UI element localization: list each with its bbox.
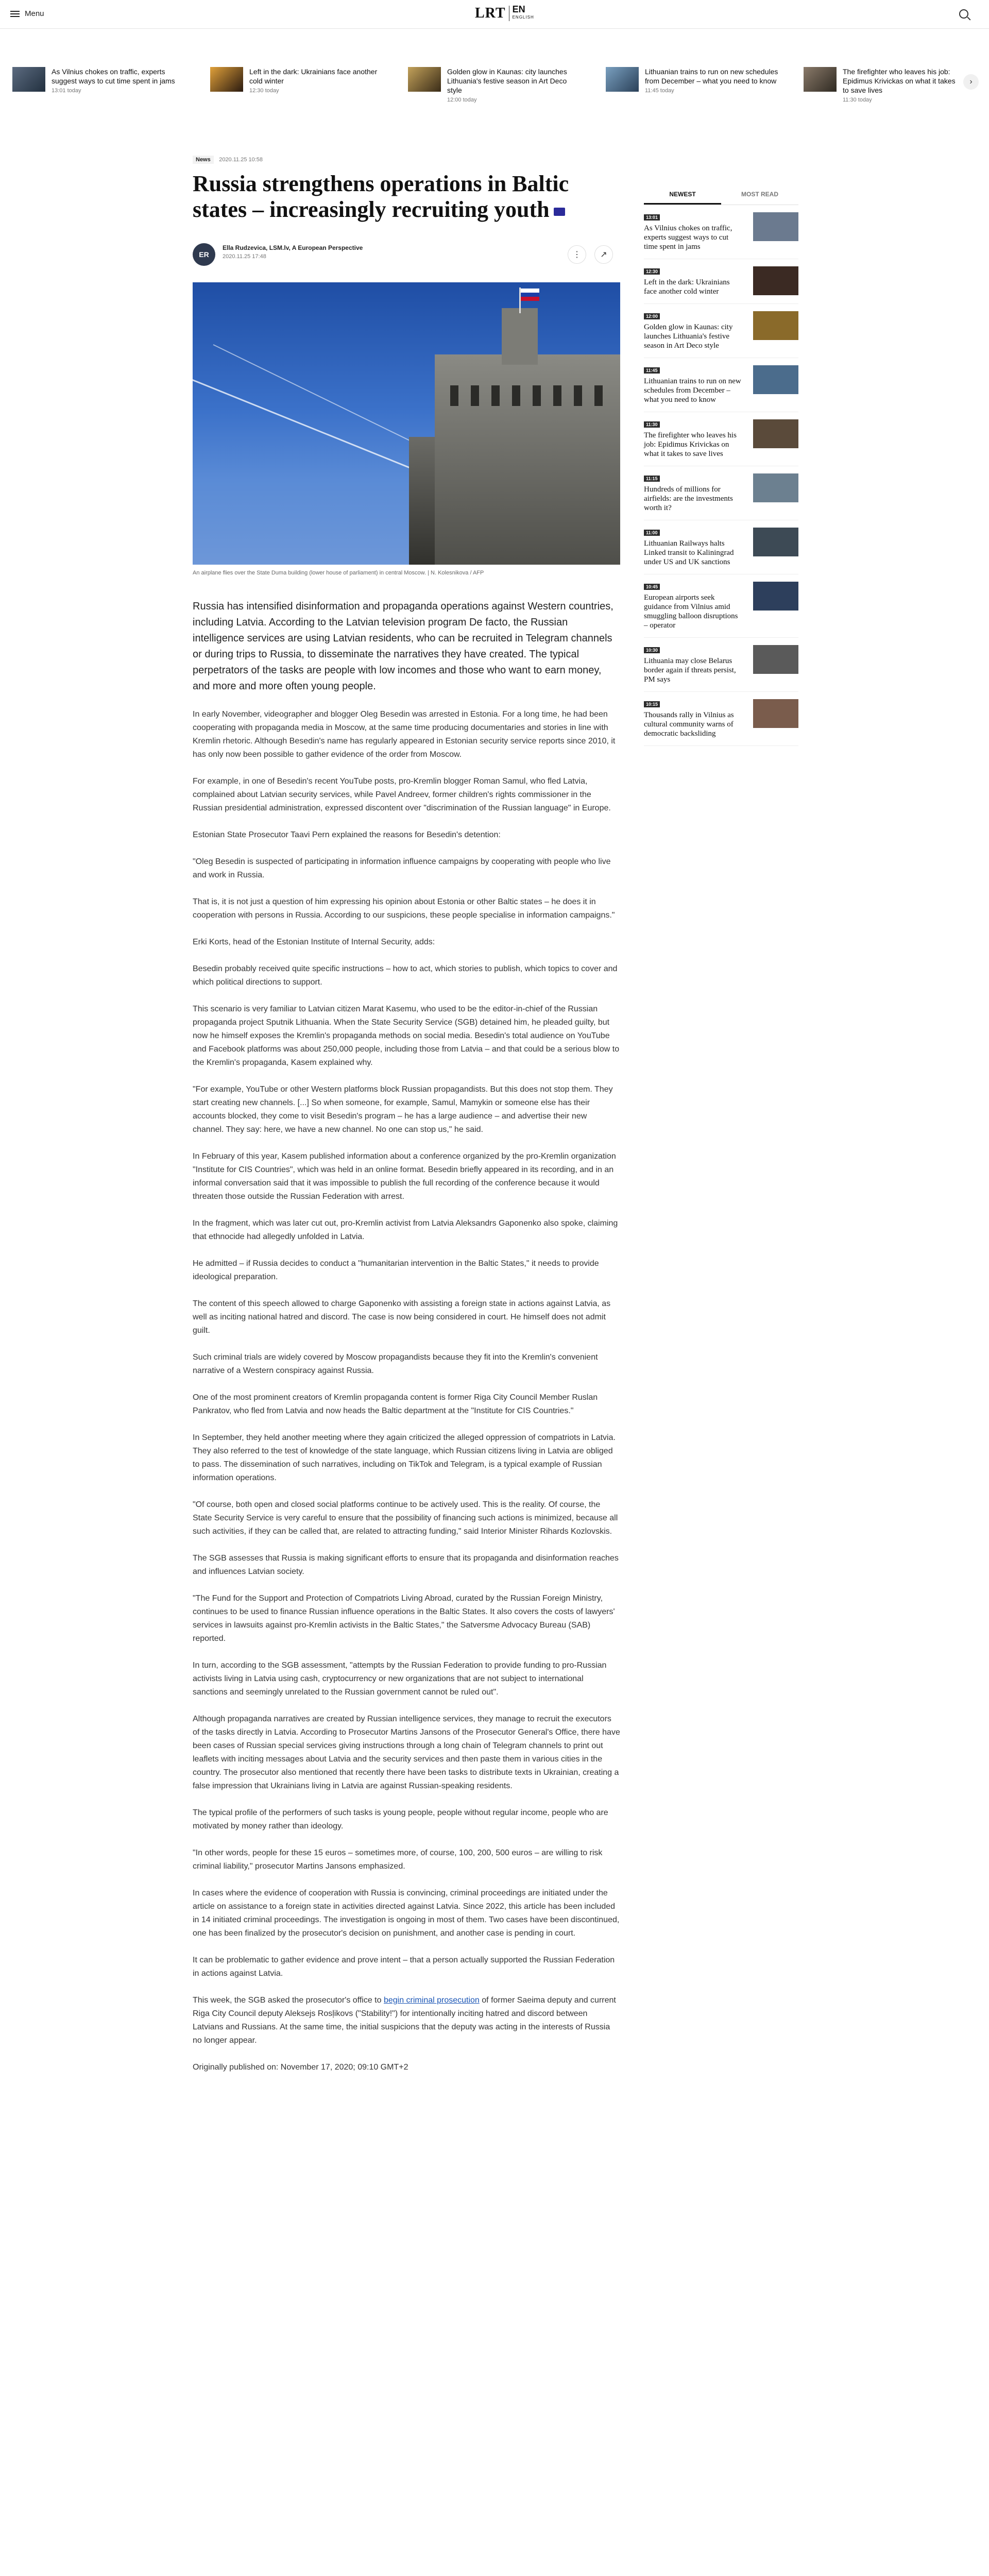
menu-label: Menu	[25, 9, 44, 18]
more-options-icon[interactable]: ⋮	[568, 245, 586, 264]
building-tower	[502, 308, 538, 365]
logo-lang	[513, 5, 534, 22]
article-title-text: Russia strengthens operations in Baltic states – increasingly recruiting youth	[193, 171, 569, 222]
paragraph: It can be problematic to gather evidence and prove intent – that a person actually supported the Russian Federation in actions against Latvia.	[193, 1956, 615, 1978]
author-date: 2020.11.25 17:48	[223, 253, 266, 260]
time-badge: 13:01	[644, 214, 660, 221]
paragraph: In September, they held another meeting where they again criticized the alleged oppression of compatriots in Latvia. They also referred to the test of knowledge of the state language, which Russian citizens living in Latvia are obliged to pass. The dissemination of such narratives, including on TikTok and Telegram, is a typical example of Russian information operations.	[193, 1433, 616, 1482]
sidebar	[644, 185, 798, 746]
paragraph: In early November, videographer and blogger Oleg Besedin was arrested in Estonia. For a long time, he had been cooperating with propaganda media in Moscow, at the same time producing documentaries and stories in line with Kremlin rhetoric. Although Besedin's name has regularly appeared in Estonian security service reports since 2010, it has only now been possible to gather evidence of the order from Moscow.	[193, 710, 616, 759]
site-header	[0, 0, 989, 29]
author-row	[193, 240, 620, 271]
sidebar-title[interactable]: Left in the dark: Ukrainians face another cold winter	[644, 278, 730, 296]
paragraph: For example, in one of Besedin's recent YouTube posts, pro-Kremlin blogger Roman Samul, who fled Latvia, complained about Latvian security services, while Pavel Andreev, former children's rights commissioner in the Russian presidential administration, expressed discontent over "discrimination of the Russian language" in Europe.	[193, 777, 611, 812]
tab-most-read[interactable]: MOST READ	[741, 191, 778, 198]
hamburger-icon	[10, 11, 20, 17]
sidebar-item[interactable]	[644, 412, 798, 466]
paragraph: "In other words, people for these 15 euros – sometimes more, of course, 100, 200, 500 euros – are willing to risk criminal liability," prosecutor Martins Jansons emphasized.	[193, 1849, 603, 1871]
sidebar-item[interactable]	[644, 638, 798, 692]
sidebar-title[interactable]: Golden glow in Kaunas: city launches Lithuania's festive season in Art Deco style	[644, 323, 733, 350]
logo-lang-sub: ENGLISH	[512, 15, 534, 20]
strip-title: Left in the dark: Ukrainians face another cold winter	[249, 67, 378, 85]
paragraph: "For example, YouTube or other Western platforms block Russian propagandists. But this does not stop them. They start creating new channels. [...] So when someone, for example, Samul, Mamykin or someone else has their accounts blocked, they come to visit Besedin's program – he has a large audience – and advertise their new channel. They say: here, we have a new channel. No one can stop us," he said.	[193, 1085, 613, 1134]
paragraph: This scenario is very familiar to Latvian citizen Marat Kasemu, who used to be the editor-in-chief of the Russian propaganda project Sputnik Lithuania. When the State Security Service (SGB) detained him, he pleaded guilty, but now he himself exposes the Kremlin's propaganda methods on social media. Besedin's total audience on YouTube and Facebook platforms was about 250,000 people, including those from Latvia – and that could be a serious blow to the Kremlin's propaganda, Kasem explained why.	[193, 1005, 620, 1067]
sidebar-thumbnail	[753, 266, 798, 295]
paragraph: One of the most prominent creators of Kremlin propaganda content is former Riga City Council Member Ruslan Pankratov, who fled from Latvia and now heads the Baltic department at the "Institute for CIS Countries."	[193, 1393, 598, 1415]
paragraph: In turn, according to the SGB assessment, "attempts by the Russian Federation to provide funding to pro-Russian activists living in Latvia using cash, cryptocurrency or new organizations that are not subject to international sanctions and seemingly unrelated to the Russian government cannot be ruled out".	[193, 1661, 607, 1697]
paragraph: That is, it is not just a question of him expressing his opinion about Estonia or other Baltic states – he does it in cooperation with persons in Russia. According to our suspicions, these people specialise in information campaigns."	[193, 897, 615, 920]
article-title	[193, 171, 620, 223]
sidebar-thumbnail	[753, 311, 798, 340]
sidebar-title[interactable]: Lithuanian Railways halts Linked transit to Kaliningrad under US and UK sanctions	[644, 539, 734, 566]
originally-published: Originally published on: November 17, 2020; 09:10 GMT+2	[193, 2063, 408, 2072]
author-name[interactable]: Ella Rudzevica, LSM.lv, A European Perspective	[223, 244, 363, 251]
strip-date: 11:45 today	[645, 88, 674, 94]
sidebar-thumbnail	[753, 699, 798, 728]
logo-main: LRT	[475, 5, 506, 21]
sidebar-item[interactable]	[644, 466, 798, 520]
window	[553, 385, 561, 406]
search-icon[interactable]	[959, 9, 968, 19]
paragraph: Besedin probably received quite specific instructions – how to act, which stories to publish, which topics to cover and which political directions to support.	[193, 964, 618, 987]
article	[193, 155, 620, 2074]
sidebar-item[interactable]	[644, 520, 798, 574]
strip-title: Lithuanian trains to run on new schedules from December – what you need to know	[645, 67, 778, 85]
strip-date: 13:01 today	[52, 88, 81, 94]
strip-item[interactable]	[791, 67, 989, 118]
tab-newest[interactable]: NEWEST	[644, 185, 721, 205]
audio-icon[interactable]	[554, 208, 565, 216]
strip-date: 12:30 today	[249, 88, 279, 94]
strip-title: The firefighter who leaves his job: Epidimus Krivickas on what it takes to save lives	[843, 67, 956, 94]
text: This week, the SGB asked the prosecutor's office to	[193, 1996, 384, 2005]
criminal-prosecution-link[interactable]: begin criminal prosecution	[383, 1996, 480, 2005]
image-caption: An airplane flies over the State Duma building (lower house of parliament) in central Moscow. | N. Kolesnikova / AFP	[193, 570, 484, 576]
paragraph: In the fragment, which was later cut out, pro-Kremlin activist from Latvia Aleksandrs Gaponenko also spoke, claiming that ethnocide had allegedly unfolded in Latvia.	[193, 1219, 618, 1241]
logo-lang-code: EN	[512, 4, 525, 14]
time-badge: 10:30	[644, 647, 660, 653]
article-meta	[193, 155, 620, 164]
paragraph: He admitted – if Russia decides to conduct a "humanitarian intervention in the Baltic States," it needs to provide ideological preparation.	[193, 1259, 599, 1281]
news-strip	[0, 67, 989, 118]
share-icon[interactable]: ↗	[594, 245, 613, 264]
sidebar-thumbnail	[753, 473, 798, 502]
strip-thumbnail	[606, 67, 639, 92]
paragraph: Erki Korts, head of the Estonian Institute of Internal Security, adds:	[193, 938, 435, 946]
time-badge: 10:45	[644, 584, 660, 590]
paragraph: Estonian State Prosecutor Taavi Pern explained the reasons for Besedin's detention:	[193, 831, 501, 839]
window	[574, 385, 582, 406]
sidebar-thumbnail	[753, 365, 798, 394]
paragraph: Although propaganda narratives are created by Russian intelligence services, they manage to recruit the executors of the tasks directly in Latvia. According to Prosecutor Martins Jansons of the Prosecutor General's Office, there have been cases of Russian special services giving instructions through a long chain of Telegram channels to print out leaflets with inciting messages about Latvia and the security services and then paste them in various cities in the country. The prosecutor also mentioned that recently there have been tasks to distribute texts in Ukrainian, creating a false impression that Ukrainians living in Latvia are against Russian-speaking residents.	[193, 1715, 620, 1790]
avatar: ER	[193, 243, 215, 266]
paragraph: The SGB assesses that Russia is making significant efforts to ensure that its propaganda and disinformation reaches and influences Latvian society.	[193, 1554, 619, 1576]
strip-title: As Vilnius chokes on traffic, experts suggest ways to cut time spent in jams	[52, 67, 175, 85]
time-badge: 11:45	[644, 367, 660, 374]
window	[594, 385, 603, 406]
paragraph: In cases where the evidence of cooperation with Russia is convincing, criminal proceedings are initiated under the article on assistance to a foreign state in activities directed against Latvia. Since 2022, this article has been included in 14 initiated criminal proceedings. The investigation is ongoing in most of them. Two cases have been discontinued, one has been finalized by the prosecutor's decision on punishment, and another case is pending in court.	[193, 1889, 620, 1938]
sidebar-item[interactable]	[644, 304, 798, 358]
strip-item[interactable]	[0, 67, 198, 118]
sidebar-thumbnail	[753, 528, 798, 556]
paragraph: "Oleg Besedin is suspected of participating in information influence campaigns by cooperating with people who live and work in Russia.	[193, 857, 611, 879]
strip-thumbnail	[210, 67, 243, 92]
strip-date: 12:00 today	[447, 97, 477, 103]
paragraph: The typical profile of the performers of such tasks is young people, people without regular income, people who are motivated by money rather than ideology.	[193, 1808, 608, 1831]
strip-item[interactable]	[593, 67, 791, 118]
article-body	[193, 708, 620, 2074]
strip-thumbnail	[408, 67, 441, 92]
sidebar-title[interactable]: European airports seek guidance from Vilnius amid smuggling balloon disruptions – operator	[644, 594, 738, 630]
paragraph: "The Fund for the Support and Protection of Compatriots Living Abroad, curated by the Russian Foreign Ministry, continues to be used to finance Russian influence operations in the Baltic States. It also covers the costs of lawyers' services in lawsuits against pro-Kremlin activists in the Baltic States," the Satversme Advocacy Bureau (SAB) reported.	[193, 1594, 615, 1643]
time-badge: 11:00	[644, 530, 660, 536]
strip-item[interactable]	[198, 67, 396, 118]
paragraph-with-link	[193, 1994, 620, 2047]
site-logo[interactable]	[475, 5, 534, 22]
strip-item[interactable]	[396, 67, 593, 118]
sidebar-item[interactable]	[644, 259, 798, 304]
window	[491, 385, 500, 406]
hero-image	[193, 282, 620, 565]
time-badge: 12:00	[644, 313, 660, 319]
strip-thumbnail	[804, 67, 837, 92]
sidebar-title[interactable]: The firefighter who leaves his job: Epidimus Krivickas on what it takes to save lives	[644, 431, 737, 458]
sidebar-title[interactable]: Thousands rally in Vilnius as cultural community warns of democratic backsliding	[644, 711, 734, 738]
sidebar-thumbnail	[753, 419, 798, 448]
paragraph: The content of this speech allowed to charge Gaponenko with assisting a foreign state in actions against Latvia, as well as inciting national hatred and discord. The case is now being considered in court. He himself does not admit guilt.	[193, 1299, 611, 1335]
sidebar-item[interactable]	[644, 574, 798, 638]
category-badge[interactable]: News	[193, 156, 214, 164]
time-badge: 10:15	[644, 701, 660, 707]
time-badge: 12:30	[644, 268, 660, 275]
strip-title: Golden glow in Kaunas: city launches Lithuania's festive season in Art Deco style	[447, 67, 567, 94]
sidebar-tabs	[644, 185, 798, 205]
russian-flag	[521, 289, 539, 301]
paragraph: "Of course, both open and closed social platforms continue to be actively used. This is the reality. Of course, the State Security Service is very careful to ensure that the possibility of financing such actions is minimized, because all such activities, if they can be called that, are related to attracting funding," said Interior Minister Rihards Kozlovskis.	[193, 1500, 618, 1536]
sidebar-thumbnail	[753, 582, 798, 611]
window	[533, 385, 541, 406]
sidebar-item[interactable]	[644, 692, 798, 746]
time-badge: 11:30	[644, 421, 660, 428]
paragraph: In February of this year, Kasem published information about a conference organized by the pro-Kremlin organization "Institute for CIS Countries", which was held in an online format. Besedin briefly appeared in its recording, and in an informal conversation said that it was impossible to publish the full recording of the conference because it would threaten those outside the Russian Federation with arrest.	[193, 1152, 616, 1201]
sidebar-title[interactable]: Lithuania may close Belarus border again if threats persist, PM says	[644, 657, 736, 684]
strip-thumbnail	[12, 67, 45, 92]
sidebar-thumbnail	[753, 212, 798, 241]
chevron-right-icon[interactable]: ›	[963, 74, 979, 90]
publish-date: 2020.11.25 10:58	[219, 157, 263, 163]
sidebar-title[interactable]: Hundreds of millions for airfields: are the investments worth it?	[644, 485, 733, 512]
duma-building	[435, 354, 620, 565]
strip-date: 11:30 today	[843, 97, 872, 103]
sidebar-item[interactable]	[644, 205, 798, 259]
text: of former Saeima deputy and current Riga City Council deputy Aleksejs Rosļikovs ("Stability!") for intentionally inciting hatred and discord between Latvians and Russians. At the same time, the initial suspicions that the deputy was acting in the interests of Russia no longer appear.	[193, 1996, 616, 2045]
paragraph: Such criminal trials are widely covered by Moscow propagandists because they fit into the Kremlin's convenient narrative of a Western conspiracy against Russia.	[193, 1353, 598, 1375]
article-lead: Russia has intensified disinformation and propaganda operations against Western countries, including Latvia. According to the Latvian television program De facto, the Russian intelligence services are using Latvian residents, who can be recruited in Telegram channels or during trips to Russia, to disseminate the narratives they have created. The typical perpetrators of the tasks are people with low incomes and those who want to earn money, and more and more often young people.	[193, 601, 613, 692]
sidebar-thumbnail	[753, 645, 798, 674]
window	[450, 385, 458, 406]
window	[512, 385, 520, 406]
window	[471, 385, 479, 406]
sidebar-title[interactable]: As Vilnius chokes on traffic, experts suggest ways to cut time spent in jams	[644, 224, 732, 251]
sidebar-title[interactable]: Lithuanian trains to run on new schedules from December – what you need to know	[644, 377, 741, 404]
sidebar-item[interactable]	[644, 358, 798, 412]
menu-button[interactable]	[10, 9, 44, 18]
time-badge: 11:15	[644, 476, 660, 482]
